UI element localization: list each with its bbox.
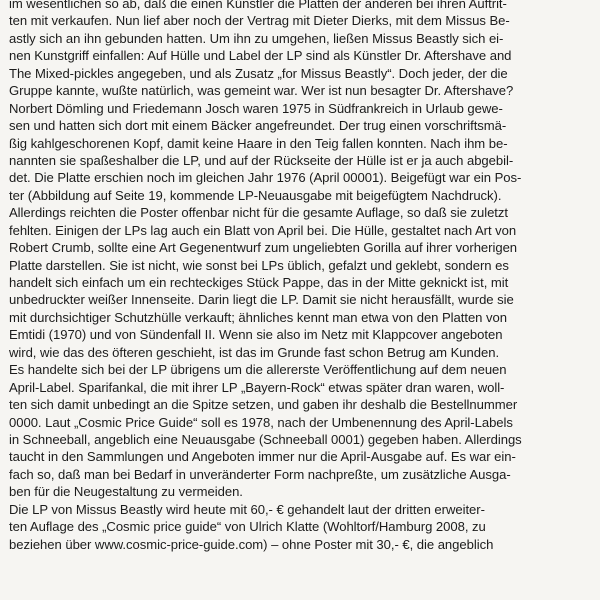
text-line: nen Kunstgriff einfallen: Auf Hülle und Label der LP sind als Künstler Dr. Aftershave and [9, 48, 512, 64]
text-line: ten sich damit unbedingt an die Spitze setzen, und gaben ihr deshalb die Bestellnummer [9, 397, 518, 413]
text-line: det. Die Platte erschien noch im gleichen Jahr 1976 (April 00001). Beigefügt war ein Pos- [9, 170, 522, 186]
text-line: sen und hatten sich dort mit einem Bäcker angefreundet. Der trug einen vorschriftsmä- [9, 118, 507, 134]
text-line: handelt sich einfach um ein rechteckiges Stück Pappe, das in der Mitte geknickt ist, mit [9, 275, 509, 290]
text-line: fach so, daß man bei Bedarf in unveränderter Form nachpreßte, um zusätzliche Ausga- [9, 466, 511, 482]
text-line: unbedruckter weißer Innenseite. Darin liegt die LP. Damit sie nicht herausfällt, wurde sie [9, 292, 514, 308]
text-line: ben für die Neugestaltung zu vermeiden. [9, 484, 243, 500]
text-line: ten Auflage des „Cosmic price guide“ von Ulrich Klatte (Wohltorf/Hamburg 2008, zu [9, 519, 486, 535]
text-line: Gruppe kannte, wußte natürlich, was gemeint war. Wer ist nun besagter Dr. Aftershave? [9, 83, 514, 99]
text-line: April-Label. Sparifankal, die mit ihrer LP „Bayern-Rock“ etwas später dran waren, woll- [9, 379, 505, 395]
text-line: The Mixed-pickles angegeben, und als Zusatz „for Missus Beastly“. Doch jeder, der die [9, 65, 508, 81]
text-line: Norbert Dömling und Friedemann Josch waren 1975 in Südfrankreich in Urlaub gewe- [9, 100, 503, 116]
text-line: nannten sie spaßeshalber die LP, und auf der Rückseite der Hülle ist er ja auch abgebil- [9, 152, 514, 168]
text-line: im wesentlichen so ab, daß die einen Künstler die Platten der anderen bei ihren Auftrit- [9, 0, 507, 11]
text-line: wird, wie das des öfteren geschieht, ist das im Grunde fast schon Betrug am Kunden. [9, 344, 500, 360]
body-text [9, 0, 600, 553]
text-line: in Schneeball, angeblich eine Neuausgabe (Schneeball 0001) gegeben haben. Allerdings [9, 431, 522, 447]
text-line: mit durchsichtiger Schutzhülle verkauft; ähnliches kennt man etwa von den Platten von [9, 309, 507, 325]
text-line: Emtidi (1970) und von Sündenfall II. Wenn sie also im Netz mit Klappcover angeboten [9, 327, 503, 343]
text-line: astly sich an ihn gebunden hatten. Um ihn zu umgehen, ließen Missus Beastly sich ei- [9, 30, 504, 46]
text-line: fehlten. Einigen der LPs lag auch ein Blatt von April bei. Die Hülle, gestaltet nach Art von [9, 222, 517, 238]
text-line: Robert Crumb, sollte eine Art Gegenentwurf zum ungeliebten Gorilla auf ihrer vorherigen [9, 240, 518, 256]
text-line: beziehen über www.cosmic-price-guide.com) – ohne Poster mit 30,- €, die angeblich [9, 536, 494, 552]
text-line: 0000. Laut „Cosmic Price Guide“ soll es 1978, nach der Umbenennung des April-Labels [9, 414, 513, 430]
text-line: Platte darstellen. Sie ist nicht, wie sonst bei LPs üblich, gefalzt und geklebt, sondern es [9, 257, 509, 273]
text-line: ten mit verkaufen. Nun lief aber noch der Vertrag mit Dieter Dierks, mit dem Missus Be- [9, 13, 510, 29]
text-line: taucht in den Sammlungen und Angeboten immer nur die April-Ausgabe auf. Es war ein- [9, 449, 516, 465]
text-line: Allerdings reichten die Poster offenbar nicht für die gesamte Auflage, so daß sie zuletzt [9, 205, 508, 221]
text-line: Es handelte sich bei der LP übrigens um die allererste Veröffentlichung auf dem neuen [9, 362, 507, 378]
text-line: ßig kahlgeschorenen Kopf, damit keine Haare in den Teig fallen konnten. Nach ihm be- [9, 135, 508, 151]
text-line: ter (Abbildung auf Seite 19, kommende LP-Neuausgabe mit beigefügtem Nachdruck). [9, 187, 502, 203]
text-line: Die LP von Missus Beastly wird heute mit 60,- € gehandelt laut der dritten erweiter- [9, 501, 485, 517]
